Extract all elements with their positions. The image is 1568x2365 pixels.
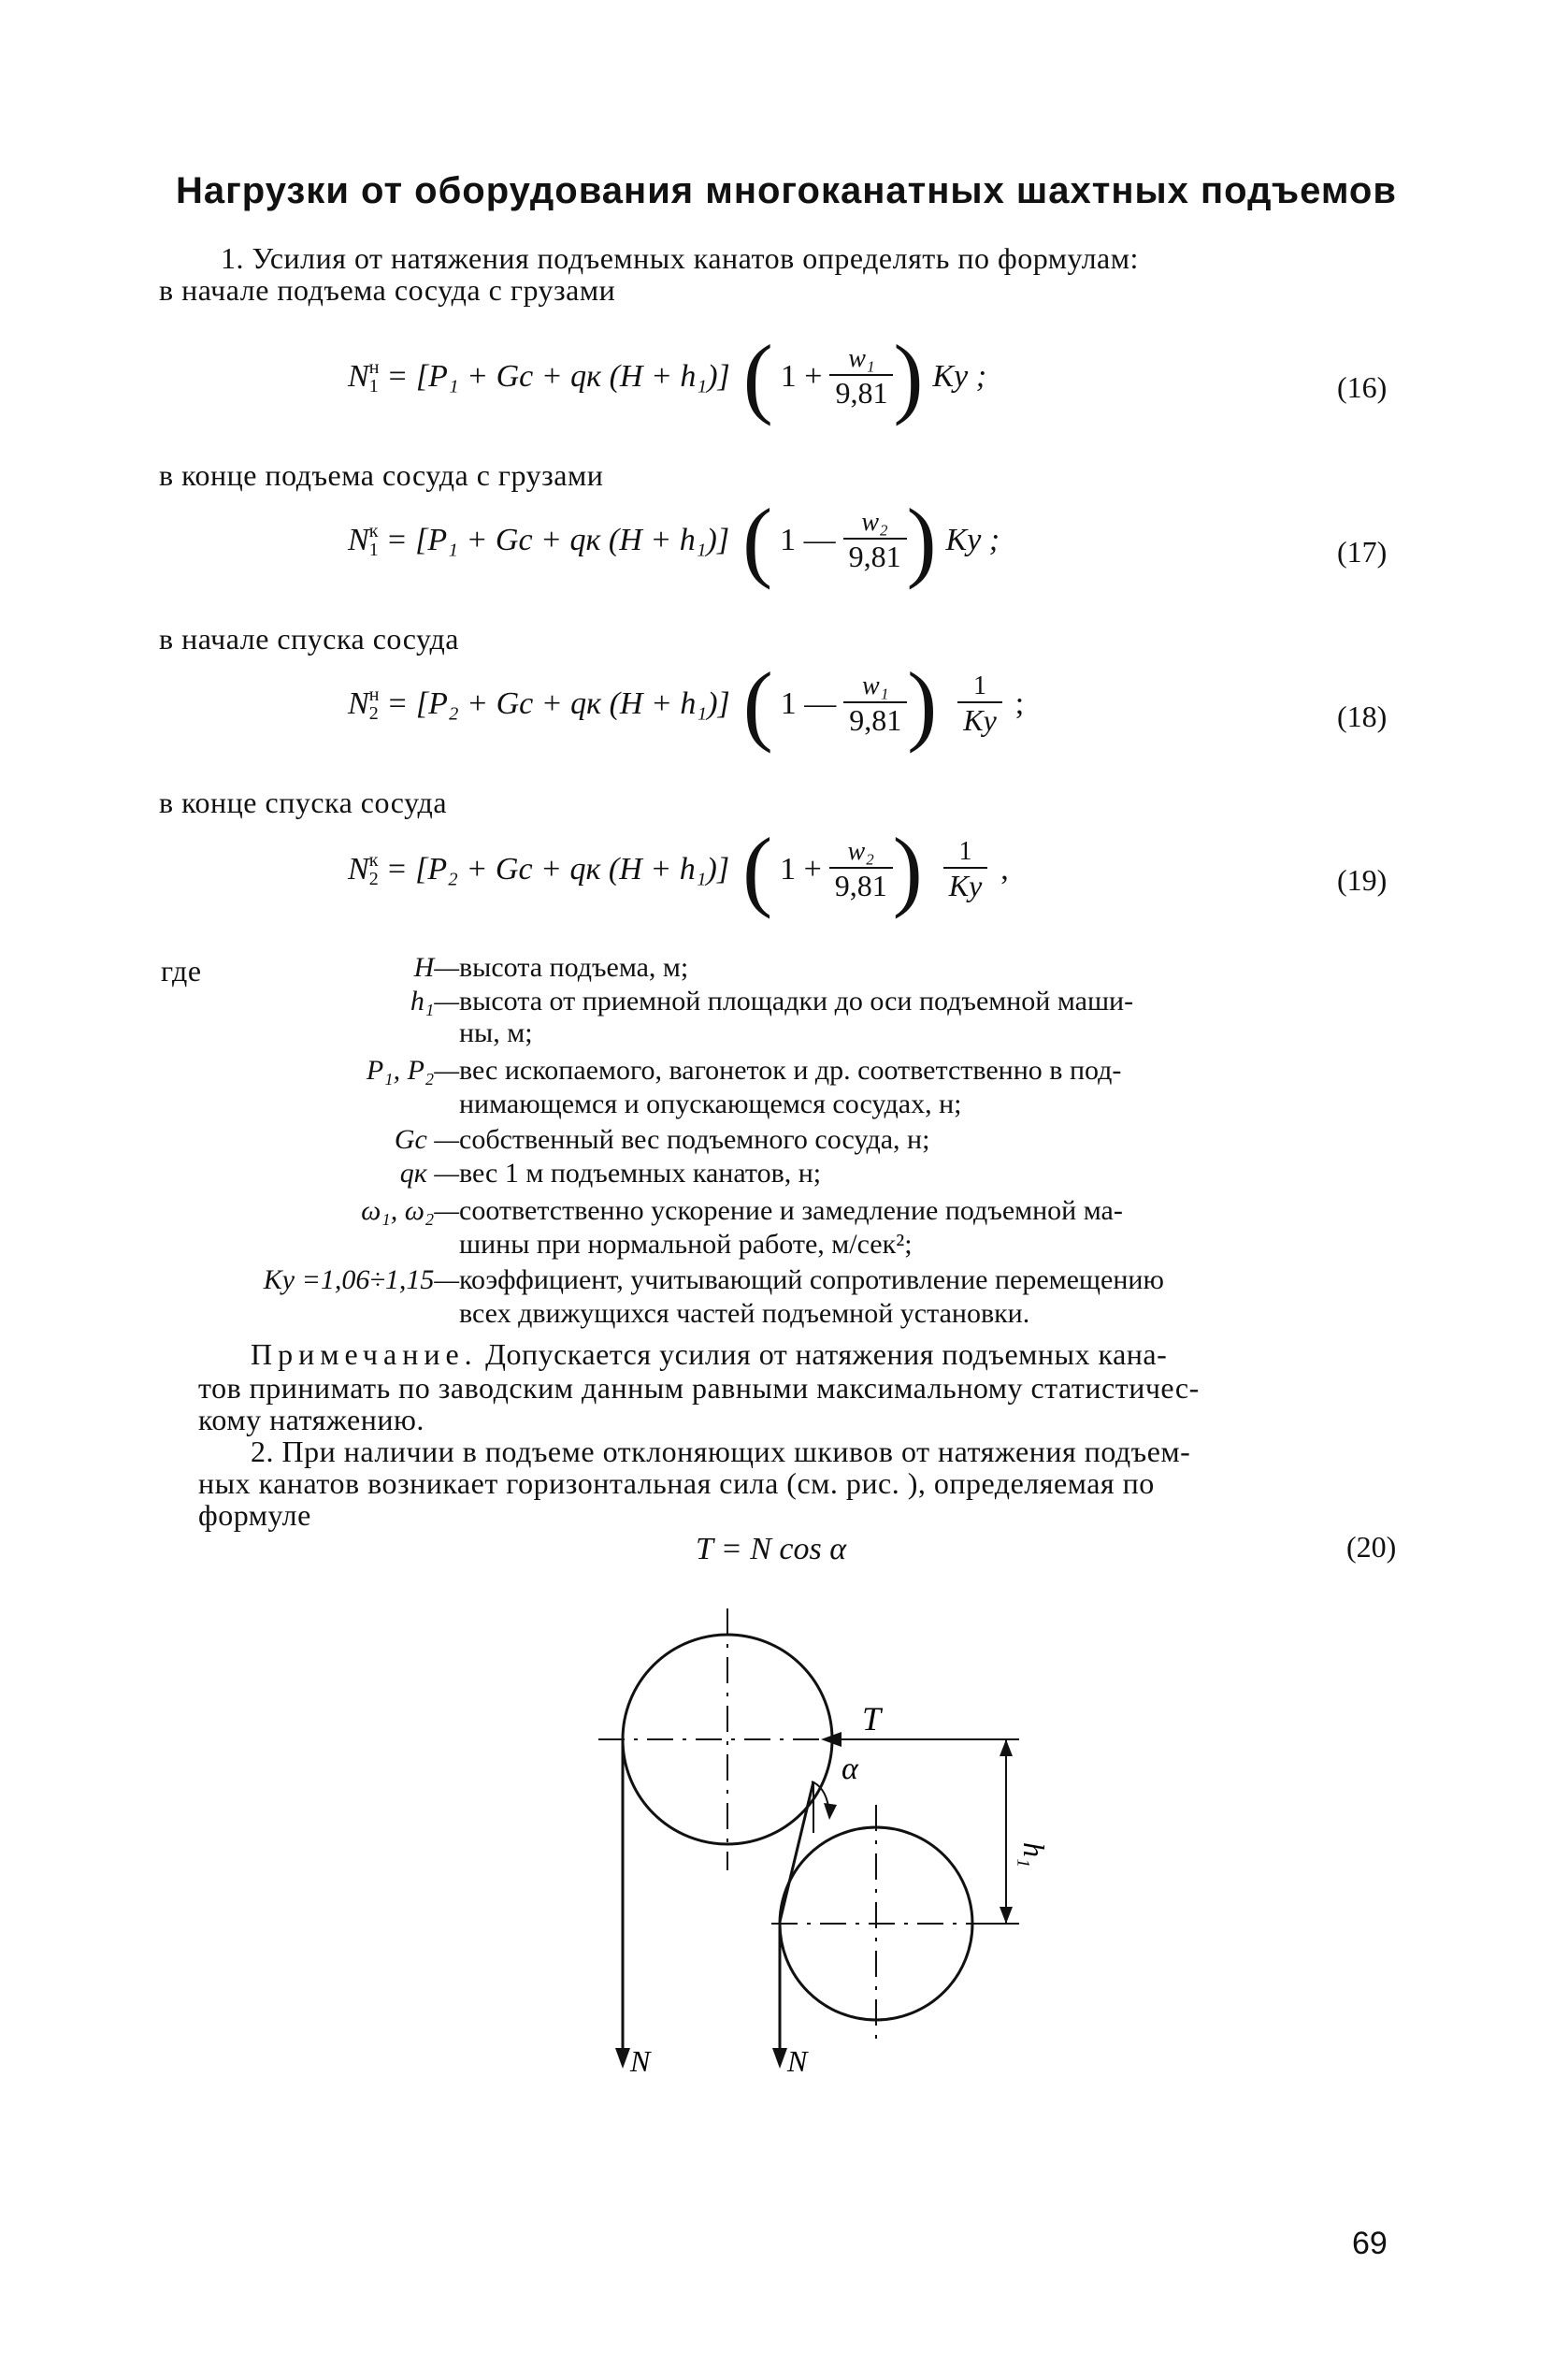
eq19-sub: 2	[368, 869, 379, 889]
eq17-sub: 1	[368, 540, 379, 560]
eq16-sub: 1	[368, 376, 379, 397]
eq19-den: 9,81	[829, 867, 893, 903]
def-term-q: qк —	[399, 1158, 459, 1189]
def-text-P-cont: нимающемся и опускающемся сосудах, н;	[459, 1089, 962, 1119]
def-term-P: P₁, P₂—	[366, 1055, 459, 1086]
page-title: Нагрузки от оборудования многоканатных шахтных подъемов	[176, 170, 1397, 211]
eq19-sup: к	[368, 850, 379, 871]
equation-20: T = N cos α	[696, 1532, 847, 1566]
arrow-N-right	[772, 2048, 787, 2069]
eq17-number: (17)	[1337, 535, 1388, 569]
eq16-den: 9,81	[829, 374, 893, 411]
eq18-number: (18)	[1337, 699, 1388, 733]
paragraph-1: 1. Усилия от натяжения подъемных канатов определять по формулам:	[221, 241, 1139, 275]
para2-line-1: 2. При наличии в подъеме отклоняющих шкивов от натяжения подъем-	[251, 1435, 1191, 1468]
eq16-number: (16)	[1337, 370, 1388, 404]
eq18-num: w₁	[862, 671, 889, 700]
eq18-sub: 2	[368, 703, 379, 724]
eq18-fnum: 1	[973, 671, 986, 700]
note-line-2: тов принимать по заводским данным равными максимальному статистичес-	[198, 1371, 1200, 1405]
label-T: T	[862, 1700, 882, 1738]
case-19-label: в конце спуска сосуда	[159, 786, 448, 819]
equation-19: N к 2 = [P₂ + Gс + qк (H + h₁)] ( 1 + $\frac{\text{w₂}}{9,81}$ ) $\frac{1}{Kу}$ ,	[348, 819, 1009, 919]
eq18-sup: н	[368, 685, 380, 705]
note-line-3: кому натяжению.	[198, 1403, 424, 1436]
eq16-bracket: = [P₁ + Gс + qк (H + h₁)]	[386, 359, 730, 394]
eq19-lhs: N	[348, 852, 369, 887]
label-N-right: N	[787, 2044, 808, 2076]
def-term-h1: h₁—	[410, 986, 459, 1017]
case-17-label: в конце подъема сосуда с грузами	[159, 458, 604, 492]
eq16-op: 1 +	[780, 359, 823, 394]
def-text-h1: высота от приемной площадки до оси подъемной маши-	[459, 986, 1134, 1017]
eq18-tail: ;	[1014, 686, 1025, 721]
eq19-tail: ,	[1000, 852, 1009, 887]
where-label: где	[161, 954, 202, 988]
def-text-w: соответственно ускорение и замедление подъемной ма-	[459, 1195, 1123, 1226]
eq19-bracket: = [P₂ + Gс + qк (H + h₁)]	[385, 852, 730, 887]
def-text-H: высота подъема, м;	[459, 952, 689, 983]
eq19-num: w₂	[847, 836, 874, 866]
arrow-N-left	[615, 2048, 630, 2069]
case-16-label: в начале подъема сосуда с грузами	[159, 273, 616, 307]
def-text-G: собственный вес подъемного сосуда, н;	[459, 1124, 930, 1155]
eq18-lhs: N	[348, 686, 369, 721]
page-number: 69	[1352, 2226, 1388, 2261]
para2-line-2: ных канатов возникает горизонтальная сила (см. рис. ), определяемая по	[198, 1466, 1155, 1500]
def-term-G: Gс —	[394, 1124, 459, 1155]
def-text-q: вес 1 м подъемных канатов, н;	[459, 1158, 822, 1189]
def-term-K: Kу =1,06÷1,15—	[263, 1264, 459, 1295]
equation-17: N к 1 = [P₁ + Gс + qк (H + h₁)] ( 1 — $\frac{\text{w₂}}{9,81}$ ) Kу ;	[348, 490, 1000, 590]
eq17-num: w₂	[861, 507, 888, 537]
def-text-P: вес ископаемого, вагонеток и др. соответственно в под-	[459, 1055, 1122, 1086]
eq19-number: (19)	[1337, 863, 1388, 897]
def-text-K-cont: всех движущихся частей подъемной установки.	[459, 1298, 1030, 1329]
case-18-label: в начале спуска сосуда	[159, 622, 459, 656]
eq18-fden: Kу	[957, 701, 1002, 738]
def-term-H: H—	[413, 952, 459, 983]
equation-16: N н 1 = [P₁ + Gс + qк (H + h₁)] ( 1 + $\frac{\text{w₁}}{9,81}$ ) Kу ;	[348, 326, 987, 426]
eq18-den: 9,81	[843, 701, 907, 738]
eq16-lhs: N	[348, 359, 369, 394]
eq19-op: 1 +	[780, 852, 822, 887]
eq17-lhs: N	[348, 523, 369, 557]
note-line-1	[251, 1337, 1167, 1372]
label-h1: h₁	[1017, 1842, 1051, 1868]
def-term-w: ω₁, ω₂—	[361, 1195, 459, 1226]
equation-18: N н 2 = [P₂ + Gс + qк (H + h₁)] ( 1 — $\frac{\text{w₁}}{9,81}$ ) $\frac{1}{Kу}$ ;	[348, 654, 1025, 754]
eq16-sup: н	[368, 357, 380, 378]
eq17-op: 1 —	[780, 523, 836, 557]
eq20-number: (20)	[1346, 1530, 1397, 1564]
def-text-h1-cont: ны, м;	[459, 1017, 533, 1048]
eq17-tail: Kу ;	[945, 523, 1000, 557]
eq19-fnum: 1	[958, 836, 972, 866]
rope-tangent	[780, 1781, 813, 1922]
eq16-num: w₁	[848, 343, 875, 373]
arrow-angle	[824, 1803, 837, 1820]
note-label: Примечание.	[251, 1337, 478, 1371]
label-N-left: N	[630, 2044, 651, 2076]
def-text-K: коэффициент, учитывающий сопротивление перемещению	[459, 1264, 1164, 1295]
arrow-h1-top	[1000, 1739, 1013, 1756]
eq18-op: 1 —	[780, 686, 837, 721]
def-text-w-cont: шины при нормальной работе, м/сек²;	[459, 1229, 913, 1260]
eq18-bracket: = [P₂ + Gс + qк (H + h₁)]	[386, 686, 730, 721]
eq17-sup: к	[368, 521, 379, 541]
sheave-diagram	[561, 1590, 1085, 2076]
note-text-1: Допускается усилия от натяжения подъемных кана-	[485, 1337, 1168, 1371]
para2-line-3: формуле	[198, 1498, 311, 1532]
eq17-bracket: = [P₁ + Gс + qк (H + h₁)]	[385, 523, 730, 557]
arrow-h1-bottom	[1000, 1907, 1013, 1924]
eq16-tail: Kу ;	[932, 359, 987, 394]
eq17-den: 9,81	[843, 538, 907, 574]
label-alpha: α	[842, 1752, 858, 1786]
eq19-fden: Kу	[943, 867, 988, 903]
